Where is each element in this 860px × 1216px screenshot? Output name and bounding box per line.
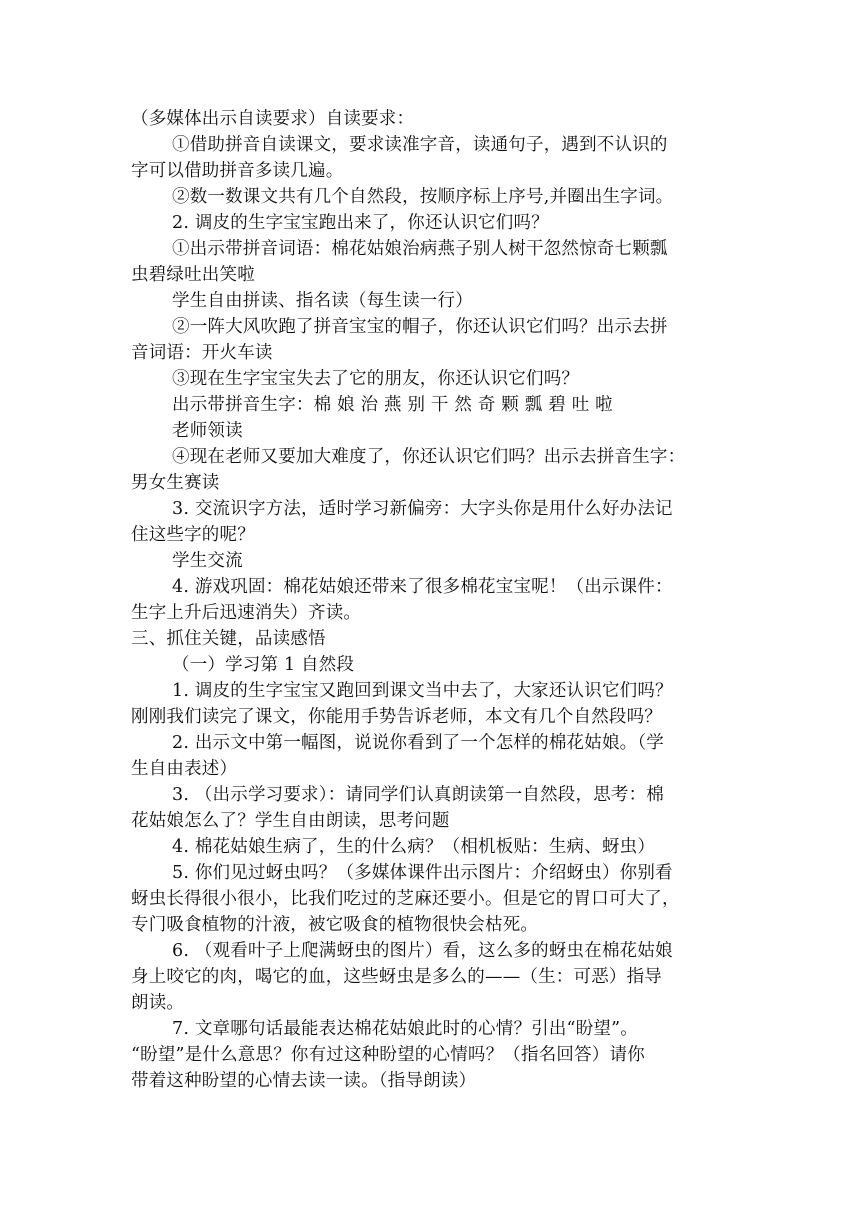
text-line: ①借助拼音自读课文，要求读准字音，读通句子，遇到不认识的 [172, 135, 668, 155]
text-line: 6. （观看叶子上爬满蚜虫的图片）看，这么多的蚜虫在棉花姑娘 [172, 941, 673, 961]
text-line: 字可以借助拼音多读几遍。 [131, 161, 344, 181]
text-line: 生自由表述） [131, 759, 238, 779]
text-line: 5. 你们见过蚜虫吗？（多媒体课件出示图片：介绍蚜虫）你别看 [172, 863, 673, 883]
text-line: ①出示带拼音词语：棉花姑娘治病燕子别人树干忽然惊奇七颗瓢 [172, 239, 668, 259]
text-line: 蚜虫长得很小很小，比我们吃过的芝麻还要小。但是它的胃口可大了， [131, 889, 680, 909]
text-line: 朗读。 [131, 993, 185, 1013]
text-line: 3. （出示学习要求）：请同学们认真朗读第一自然段，思考：棉 [172, 785, 665, 805]
text-line: 生字上升后迅速消失）齐读。 [131, 603, 362, 623]
text-line: ④现在老师又要加大难度了，你还认识它们吗？出示去拼音生字： [172, 447, 686, 467]
text-line: ②一阵大风吹跑了拼音宝宝的帽子，你还认识它们吗？出示去拼 [172, 317, 668, 337]
text-line: 老师领读 [172, 421, 243, 441]
text-line: 2. 出示文中第一幅图，说说你看到了一个怎样的棉花姑娘。（学 [172, 733, 665, 753]
text-line: 刚刚我们读完了课文，你能用手势告诉老师，本文有几个自然段吗？ [131, 707, 662, 727]
text-line: 2. 调皮的生字宝宝跑出来了，你还认识它们吗？ [172, 213, 549, 233]
text-line: 学生自由拼读、指名读（每生读一行） [172, 291, 473, 311]
text-line: 身上咬它的肉，喝它的血，这些蚜虫是多么的——（生：可恶）指导 [131, 967, 662, 987]
text-line: 男女生赛读 [131, 473, 220, 493]
text-line: ③现在生字宝宝失去了它的朋友，你还认识它们吗？ [172, 369, 580, 389]
text-line: 专门吸食植物的汁液，被它吸食的植物很快会枯死。 [131, 915, 539, 935]
text-line: 4. 棉花姑娘生病了，生的什么病？（相机板贴：生病、蚜虫） [172, 837, 656, 857]
text-line: 7. 文章哪句话最能表达棉花姑娘此时的心情？引出“盼望”。 [172, 1019, 638, 1039]
section-heading: 三、抓住关键，品读感悟 [131, 629, 326, 649]
text-line: 学生交流 [172, 551, 243, 571]
text-line: 带着这种盼望的心情去读一读。（指导朗读） [131, 1071, 477, 1091]
text-line: “盼望”是什么意思？你有过这种盼望的心情吗？（指名回答）请你 [131, 1045, 645, 1065]
text-line: 1. 调皮的生字宝宝又跑回到课文当中去了，大家还认识它们吗？ [172, 681, 673, 701]
text-line: 4. 游戏巩固：棉花姑娘还带来了很多棉花宝宝呢！（出示课件： [172, 577, 673, 597]
text-line: 花姑娘怎么了？学生自由朗读，思考问题 [131, 811, 450, 831]
text-line: （多媒体出示自读要求）自读要求： [131, 109, 415, 129]
text-line: 虫碧绿吐出笑啦 [131, 265, 255, 285]
text-line: 出示带拼音生字：棉 娘 治 燕 别 干 然 奇 颗 瓢 碧 吐 啦 [172, 395, 613, 415]
text-line: ②数一数课文共有几个自然段，按顺序标上序号,并圈出生字词。 [172, 187, 674, 207]
subsection-heading: （一）学习第 1 自然段 [172, 655, 355, 675]
text-line: 住这些字的呢？ [131, 525, 255, 545]
text-line: 音词语：开火车读 [131, 343, 273, 363]
text-line: 3. 交流识字方法，适时学习新偏旁：大字头你是用什么好办法记 [172, 499, 673, 519]
